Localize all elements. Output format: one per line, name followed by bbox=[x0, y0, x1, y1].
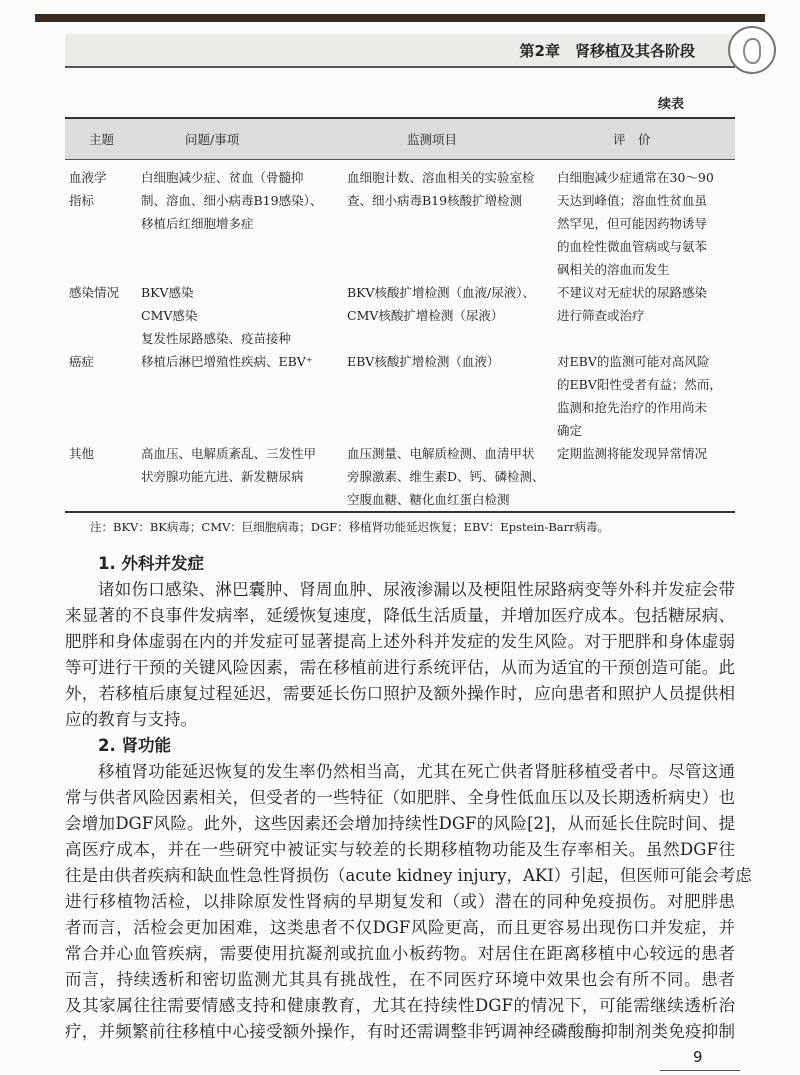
paragraph-line: 疗，并频繁前往移植中心接受额外操作，有时还需调整非钙调神经磷酸酶抑制剂类免疫抑制 bbox=[65, 1022, 735, 1041]
cell-issue bbox=[137, 166, 343, 235]
cell-line: 查、细小病毒B19核酸扩增检测 bbox=[347, 193, 523, 208]
paragraph-line: 应的教育与支持。 bbox=[65, 710, 197, 729]
paragraph-line: 高医疗成本，并在一些研究中被证实与较差的长期移植物功能及生存率相关。虽然DGF往 bbox=[65, 840, 735, 859]
cell-line: 制、溶血、细小病毒B19感染）、 bbox=[141, 193, 323, 208]
cell-line: 复发性尿路感染、疫苗接种 bbox=[141, 331, 292, 346]
paragraph-line: 外，若移植后康复过程延迟，需要延长伤口照护及额外操作时，应向患者和照护人员提供相 bbox=[65, 684, 735, 703]
cell-monitor bbox=[343, 350, 553, 373]
paragraph-line: 来显著的不良事件发病率，延缓恢复速度，降低生活质量，并增加医疗成本。包括糖尿病、 bbox=[65, 606, 735, 625]
cell-line: CMV感染 bbox=[141, 308, 198, 323]
cell-line: 血液学 bbox=[69, 170, 107, 185]
paragraph-line: 肥胖和身体虚弱在内的并发症可显著提高上述外科并发症的发生风险。对于肥胖和身体虚弱 bbox=[65, 632, 735, 651]
cell-line: 确定 bbox=[557, 423, 583, 438]
paragraph-line: 诸如伤口感染、淋巴囊肿、肾周血肿、尿液渗漏以及梗阻性尿路病变等外科并发症会带 bbox=[98, 580, 735, 599]
cell-comment bbox=[553, 281, 735, 327]
paragraph-line: 会增加DGF风险。此外，这些因素还会增加持续性DGF的风险[2]，从而延长住院时间、提 bbox=[65, 814, 735, 833]
cell-topic bbox=[65, 442, 137, 465]
page-content bbox=[65, 117, 752, 1045]
cell-line: 癌症 bbox=[69, 354, 95, 369]
cell-topic bbox=[65, 350, 137, 373]
running-header bbox=[65, 34, 735, 68]
cell-topic bbox=[65, 166, 137, 212]
column-header: 评 价 bbox=[613, 132, 651, 147]
table-row bbox=[65, 281, 735, 350]
column-header: 主题 bbox=[89, 132, 115, 147]
table-row bbox=[65, 166, 735, 281]
page-number-rule bbox=[660, 1070, 740, 1071]
cell-comment bbox=[553, 350, 735, 442]
cell-line: CMV核酸扩增检测（尿液） bbox=[347, 308, 504, 323]
cell-line: 指标 bbox=[69, 193, 95, 208]
cell-line: 砜相关的溶血而发生 bbox=[557, 262, 670, 277]
cell-comment bbox=[553, 166, 735, 281]
section-heading: 1. 外科并发症 bbox=[98, 554, 204, 573]
monitoring-table bbox=[65, 117, 735, 513]
cell-monitor bbox=[343, 281, 553, 327]
cell-line: 血细胞计数、溶血相关的实验室检 bbox=[347, 170, 535, 185]
cell-line: 旁腺激素、维生素D、钙、磷检测、 bbox=[347, 469, 545, 484]
cell-monitor bbox=[343, 166, 553, 212]
top-rule bbox=[35, 14, 765, 22]
cell-line: EBV核酸扩增检测（血液） bbox=[347, 354, 500, 369]
paragraph-line: 等可进行干预的关键风险因素，需在移植前进行系统评估，从而为适宜的干预创造可能。此 bbox=[65, 658, 735, 677]
body-text bbox=[65, 551, 752, 1045]
cell-line: 然罕见，但可能因药物诱导 bbox=[557, 216, 708, 231]
paragraph-line: 常合并心血管疾病，需要使用抗凝剂或抗血小板药物。对居住在距离移植中心较远的患者 bbox=[65, 944, 735, 963]
cell-issue bbox=[137, 350, 343, 373]
cell-line: 天达到峰值；溶血性贫血虽 bbox=[557, 193, 708, 208]
table-row bbox=[65, 350, 735, 442]
paragraph-line: 者而言，活检会更加困难，这类患者不仅DGF风险更高，而且更容易出现伤口并发症，并 bbox=[65, 918, 735, 937]
cell-line: 的EBV阳性受者有益；然而， bbox=[557, 377, 722, 392]
paragraph-line: 往是由供者疾病和缺血性急性肾损伤（acute kidney injury，AKI）引起，但医师可能会考虑 bbox=[65, 866, 752, 885]
cell-line: 高血压、电解质紊乱、三发性甲 bbox=[141, 446, 317, 461]
cell-line: 白细胞减少症通常在30～90 bbox=[557, 170, 714, 185]
column-header: 监测项目 bbox=[407, 132, 458, 147]
table-row bbox=[65, 442, 735, 511]
cell-comment bbox=[553, 442, 735, 465]
paragraph-line: 而言，持续透析和密切监测尤其具有挑战性，在不同医疗环境中效果也会有所不同。患者 bbox=[65, 970, 735, 989]
paragraph-line: 常与供者风险因素相关，但受者的一些特征（如肥胖、全身性低血压以及长期透析病史）也 bbox=[65, 788, 735, 807]
kidney-logo-icon bbox=[728, 26, 776, 74]
cell-line: 不建议对无症状的尿路感染 bbox=[557, 285, 708, 300]
cell-line: 其他 bbox=[69, 446, 95, 461]
cell-line: 的血栓性微血管病或与氨苯 bbox=[557, 239, 708, 254]
cell-issue bbox=[137, 281, 343, 350]
column-header: 问题/事项 bbox=[185, 132, 240, 147]
cell-line: 进行筛查或治疗 bbox=[557, 308, 645, 323]
cell-line: 对EBV的监测可能对高风险 bbox=[557, 354, 710, 369]
cell-line: 移植后红细胞增多症 bbox=[141, 216, 254, 231]
table-body bbox=[65, 160, 735, 511]
cell-line: 监测和抢先治疗的作用尚未 bbox=[557, 400, 708, 415]
cell-line: 状旁腺功能亢进、新发糖尿病 bbox=[141, 469, 304, 484]
cell-line: 移植后淋巴增殖性疾病、EBV⁺ bbox=[141, 354, 313, 369]
cell-issue bbox=[137, 442, 343, 488]
cell-line: BKV核酸扩增检测（血液/尿液）、 bbox=[347, 285, 536, 300]
cell-line: BKV感染 bbox=[141, 285, 194, 300]
page-number: 9 bbox=[693, 1048, 703, 1066]
cell-line: 空腹血糖、糖化血红蛋白检测 bbox=[347, 492, 510, 507]
cell-monitor bbox=[343, 442, 553, 511]
table-note: 注：BKV：BK病毒；CMV：巨细胞病毒；DGF：移植肾功能延迟恢复；EBV：Epstein-Barr病毒。 bbox=[90, 520, 610, 534]
cell-line: 白细胞减少症、贫血（骨髓抑 bbox=[141, 170, 304, 185]
section-heading: 2. 肾功能 bbox=[98, 736, 171, 755]
table-header bbox=[65, 119, 735, 160]
table-continued-label: 续表 bbox=[658, 97, 685, 112]
paragraph-line: 移植肾功能延迟恢复的发生率仍然相当高，尤其在死亡供者肾脏移植受者中。尽管这通 bbox=[98, 762, 735, 781]
paragraph-line: 及其家属往往需要情感支持和健康教育，尤其在持续性DGF的情况下，可能需继续透析治 bbox=[65, 996, 735, 1015]
cell-line: 血压测量、电解质检测、血清甲状 bbox=[347, 446, 535, 461]
paragraph-line: 进行移植物活检，以排除原发性肾病的早期复发和（或）潜在的同种免疫损伤。对肥胖患 bbox=[65, 892, 735, 911]
cell-line: 定期监测将能发现异常情况 bbox=[557, 446, 708, 461]
cell-line: 感染情况 bbox=[69, 285, 120, 300]
cell-topic bbox=[65, 281, 137, 304]
chapter-title: 第2章 肾移植及其各阶段 bbox=[519, 42, 695, 60]
